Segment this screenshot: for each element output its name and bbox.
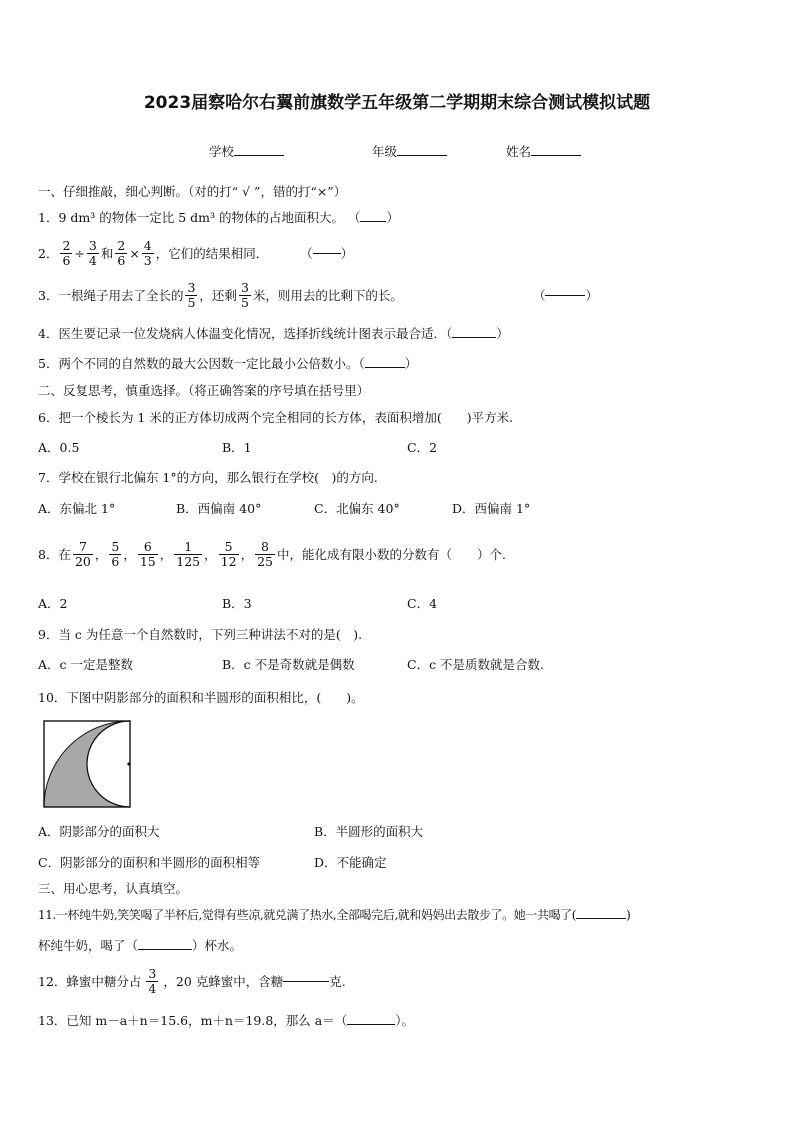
school-label: 学校 xyxy=(209,144,235,159)
page-title: 2023届察哈尔右翼前旗数学五年级第二学期期末综合测试模拟试题 xyxy=(143,93,651,113)
fraction: $\frac{5}{12}$ xyxy=(220,539,237,569)
question-13: 13．已知 m－a＋n＝15.6，m＋n＝19.8，那么 a＝（ ）。 xyxy=(38,1013,414,1028)
option-b[interactable]: B．c 不是奇数就是偶数 xyxy=(222,657,355,672)
fraction: $\frac{2}{6}$ xyxy=(117,238,126,268)
answer-blank[interactable] xyxy=(365,367,405,368)
section-1-heading: 一、仔细推敲，细心判断。（对的打“ √ ”，错的打“×”） xyxy=(38,184,347,199)
school-field[interactable] xyxy=(209,142,284,160)
fraction: $\frac{6}{15}$ xyxy=(139,539,156,569)
fraction: $\frac{8}{25}$ xyxy=(257,539,273,569)
question-3: 3． 一根绳子用去了全长的 $\frac{3}{5}$ ，还剩 $\frac{3}{5}$ 米，则用去的比剩下的长。 （ ） xyxy=(38,280,598,310)
section-2-heading: 二、反复思考，慎重选择。（将正确答案的序号填在括号里） xyxy=(38,383,370,398)
answer-blank[interactable] xyxy=(138,949,192,950)
question-12: 12． 蜂蜜中糖分占 $\frac{3}{4}$ ，20 克蜂蜜中，含糖 克. xyxy=(38,966,346,996)
question-11-cont: 杯纯牛奶，喝了（ ）杯水。 xyxy=(38,938,243,953)
question-5: 5．两个不同的自然数的最大公因数一定比最小公倍数小。（ ） xyxy=(38,356,418,371)
answer-blank[interactable] xyxy=(313,253,341,254)
answer-blank[interactable] xyxy=(452,337,496,338)
option-d[interactable]: D．西偏南 1° xyxy=(452,501,531,516)
option-d[interactable]: D．不能确定 xyxy=(314,855,387,870)
question-1: 1．9 dm³ 的物体一定比 5 dm³ 的物体的占地面积大。 （ ） xyxy=(38,210,399,225)
question-6: 6．把一个棱长为 1 米的正方体切成两个完全相同的长方体，表面积增加( )平方米. xyxy=(38,410,514,425)
question-10: 10．下图中阴影部分的面积和半圆形的面积相比，( )。 xyxy=(38,690,364,705)
fraction: $\frac{7}{20}$ xyxy=(74,539,91,569)
option-c[interactable]: C．2 xyxy=(407,440,438,455)
option-b[interactable]: B．西偏南 40° xyxy=(176,501,262,516)
option-a[interactable]: A．0.5 xyxy=(38,440,80,455)
fraction: $\frac{3}{4}$ xyxy=(148,966,157,996)
fraction: $\frac{2}{6}$ xyxy=(62,238,71,268)
option-b[interactable]: B．3 xyxy=(222,596,252,611)
section-3-heading: 三、用心思考，认真填空。 xyxy=(38,881,189,896)
grade-field[interactable] xyxy=(372,142,447,160)
fraction: $\frac{4}{3}$ xyxy=(143,238,152,268)
question-7: 7．学校在银行北偏东 1°的方向，那么银行在学校( )的方向. xyxy=(38,470,378,485)
option-b[interactable]: B．1 xyxy=(222,440,252,455)
answer-blank[interactable] xyxy=(576,918,626,919)
fraction: $\frac{3}{5}$ xyxy=(240,280,249,310)
option-c[interactable]: C．北偏东 40° xyxy=(314,501,400,516)
answer-blank[interactable] xyxy=(360,221,386,222)
option-b[interactable]: B．半圆形的面积大 xyxy=(314,824,424,839)
option-a[interactable]: A．东偏北 1° xyxy=(38,501,116,516)
question-9: 9．当 c 为任意一个自然数时，下列三种讲法不对的是( ). xyxy=(38,627,363,642)
option-a[interactable]: A．2 xyxy=(38,596,68,611)
question-11: 11.一杯纯牛奶,笑笑喝了半杯后,觉得有些凉,就兑满了热水,全部喝完后,就和妈妈出去散步了。她一共喝了( ) xyxy=(38,908,631,922)
answer-blank[interactable] xyxy=(347,1024,395,1025)
option-a[interactable]: A．c 一定是整数 xyxy=(38,657,134,672)
fraction: $\frac{1}{125}$ xyxy=(176,539,201,569)
option-c[interactable]: C．4 xyxy=(407,596,438,611)
name-field[interactable] xyxy=(506,142,581,160)
question-4: 4．医生要记录一位发烧病人体温变化情况，选择折线统计图表示最合适．（ ） xyxy=(38,326,509,341)
fraction: $\frac{5}{6}$ xyxy=(111,539,120,569)
semicircle-figure xyxy=(43,720,131,808)
answer-blank[interactable] xyxy=(545,295,585,296)
name-label: 姓名 xyxy=(506,144,532,159)
question-8: 8． 在 $\frac{7}{20}$ ， $\frac{5}{6}$ ， $\frac{6}{15}$ ， $\frac{1}{125}$ ， $\frac{5}{12}$ ， $\frac{8}{25}$ 中，能化成有限小数的分数有（ ）个. xyxy=(38,539,506,569)
grade-label: 年级 xyxy=(372,144,398,159)
option-a[interactable]: A．阴影部分的面积大 xyxy=(38,824,160,839)
fraction: $\frac{3}{4}$ xyxy=(88,238,97,268)
center-point xyxy=(127,762,130,765)
fraction: $\frac{3}{5}$ xyxy=(187,280,196,310)
option-c[interactable]: C．阴影部分的面积和半圆形的面积相等 xyxy=(38,855,261,870)
option-c[interactable]: C．c 不是质数就是合数. xyxy=(407,657,545,672)
answer-blank[interactable] xyxy=(283,981,329,982)
question-2: 2． $\frac{2}{6}$ ÷ $\frac{3}{4}$ 和 $\frac{2}{6}$ × $\frac{4}{3}$ ，它们的结果相同． （ ） xyxy=(38,238,354,268)
